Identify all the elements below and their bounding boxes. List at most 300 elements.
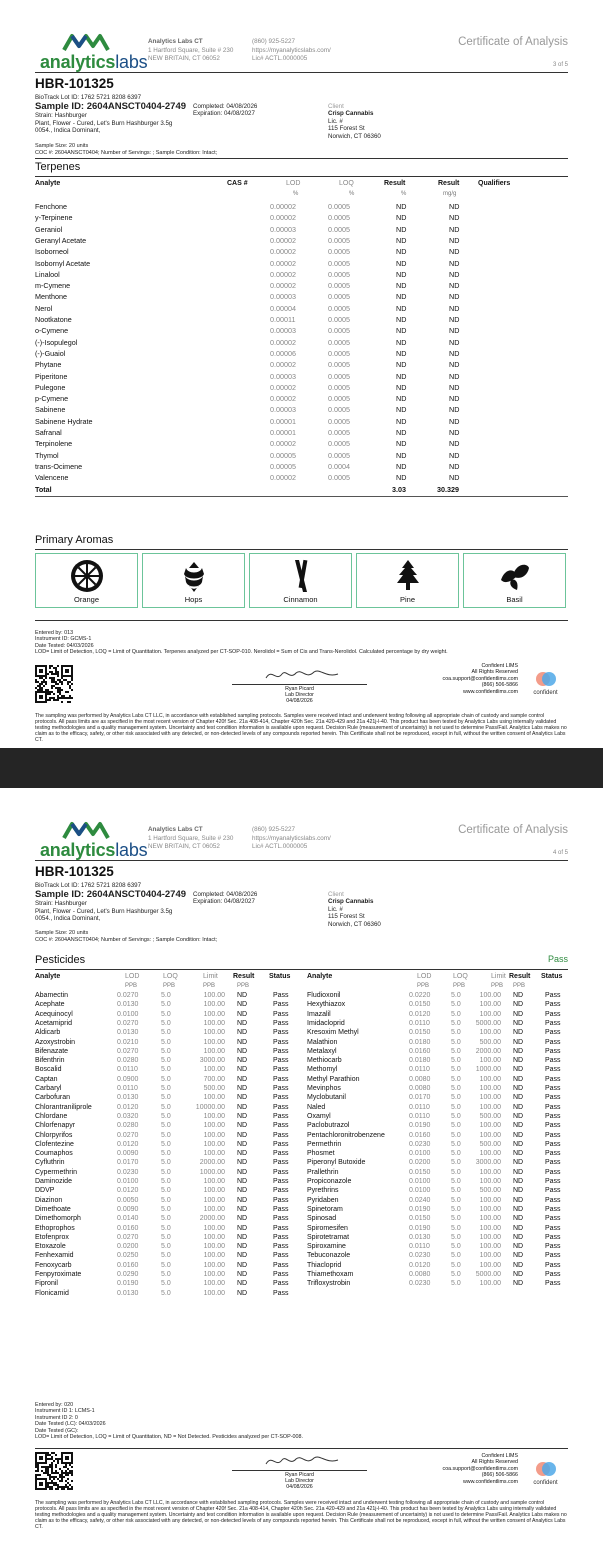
status-value: Pass bbox=[273, 1010, 289, 1018]
loq-value: 5.0 bbox=[161, 1075, 171, 1083]
lod-value: 0.00002 bbox=[270, 247, 296, 257]
lod-value: 0.00005 bbox=[270, 461, 296, 471]
lod-value: 0.0120 bbox=[117, 1140, 139, 1148]
lod-value: 0.0130 bbox=[409, 1233, 431, 1241]
limit-value: 100.00 bbox=[203, 1243, 225, 1251]
lod-value: 0.0120 bbox=[117, 1187, 139, 1195]
table-row bbox=[35, 1290, 568, 1299]
limit-value: 100.00 bbox=[203, 1019, 225, 1027]
lod-value: 0.0100 bbox=[117, 1178, 139, 1185]
loq-value: 0.0005 bbox=[328, 235, 350, 245]
result-value: ND bbox=[513, 1205, 524, 1213]
lod-value: 0.00003 bbox=[270, 326, 296, 336]
status-value: Pass bbox=[273, 1271, 289, 1278]
limit-value: 700.00 bbox=[203, 1075, 225, 1083]
unit-result-left: PPB bbox=[237, 983, 250, 989]
client-info: Client Crisp Cannabis Lic. # 115 Forest St Norwich, CT 06360 bbox=[328, 103, 381, 140]
unit-loq-right: PPB bbox=[453, 983, 466, 989]
table-row bbox=[35, 383, 568, 394]
status-value: Pass bbox=[273, 1047, 289, 1055]
confident-info: Confident LIMS All Rights Reserved coa.support@confidentlims.com (866) 506-5866 www.confidentlims.com bbox=[442, 1453, 518, 1485]
analyte-name: p-Cymene bbox=[35, 394, 69, 404]
header-status-left: Status bbox=[269, 973, 291, 980]
table-row bbox=[35, 1020, 568, 1029]
result-value: ND bbox=[237, 1103, 248, 1111]
table-row bbox=[35, 315, 568, 326]
limit-value: 100.00 bbox=[479, 1131, 501, 1139]
sample-meta: BioTrack Lot ID: 1762 5721 8208 6397 Sample ID: 2604ANSCT0404-2749 Strain: Hashburger Plant, Flower - Cured, Let's Burn Hashburger 3.5g 0054., Indica Dominant, bbox=[35, 882, 187, 923]
loq-value: 5.0 bbox=[161, 1019, 171, 1027]
result-mgg: ND bbox=[449, 315, 460, 324]
result-value: ND bbox=[513, 1131, 524, 1139]
analyte-name: Thymol bbox=[35, 450, 59, 460]
limit-value: 100.00 bbox=[203, 1150, 225, 1158]
result-pct: ND bbox=[396, 202, 407, 211]
status-value: Pass bbox=[273, 1057, 289, 1065]
result-value: ND bbox=[513, 1019, 524, 1027]
result-pct: ND bbox=[396, 405, 407, 415]
table-row bbox=[35, 338, 568, 349]
analyte-name: Geranyl Acetate bbox=[35, 235, 87, 245]
status-value: Pass bbox=[273, 1038, 289, 1046]
lod-value: 0.0190 bbox=[117, 1280, 139, 1288]
result-value: ND bbox=[237, 1243, 248, 1251]
header-result-right: Result bbox=[509, 973, 531, 980]
loq-value: 5.0 bbox=[451, 1168, 461, 1176]
lod-value: 0.00003 bbox=[270, 224, 296, 234]
loq-value: 5.0 bbox=[451, 1140, 461, 1148]
disclaimer: The sampling was performed by Analytics Labs CT LLC, in accordance with established sampling protocols. Samples were received intact and underwent testing following all appropriate chain of custody and sample control protocols. All pass limits are as specified in the most recent version of Chapter 420f Sec. 21a 408-414, Chapter 420h Sec. 21a 420-429 and 21a 421j-l-40. This product has been tested by Analytics Labs using internally validated testing methodologies and a quality management system. Uncertainty and test condition information is available upon request. Decision Rule (measurement of uncertainty) is not used to determine Pass/Fail. Analytics Labs makes no claim as to the efficacy, safety, or other risk associated with any detected, or non-detected levels of any compounds reported herein. This Certificate shall not be reproduced, except in full, without the written consent of Analytics Labs CT. bbox=[35, 713, 567, 743]
result-value: ND bbox=[513, 1187, 524, 1195]
result-pct: ND bbox=[396, 281, 407, 291]
lab-logo-text: analyticslabs bbox=[40, 52, 148, 72]
result-value: ND bbox=[237, 1001, 248, 1009]
result-pct: ND bbox=[396, 439, 407, 449]
result-value: ND bbox=[513, 1224, 524, 1232]
lod-value: 0.00002 bbox=[270, 382, 296, 392]
analyte-name: Spinetoram bbox=[307, 1205, 343, 1213]
aroma-label: Basil bbox=[506, 595, 523, 604]
limit-value: 100.00 bbox=[203, 1252, 225, 1260]
status-value: Pass bbox=[273, 1187, 289, 1195]
result-value: ND bbox=[513, 1271, 524, 1278]
status-value: Pass bbox=[545, 1001, 561, 1009]
loq-value: 0.0005 bbox=[328, 281, 350, 291]
loq-value: 5.0 bbox=[161, 1196, 171, 1204]
lod-value: 0.0270 bbox=[117, 1233, 139, 1241]
result-value: ND bbox=[237, 1150, 248, 1158]
analyte-name: Pentachloronitrobenzene bbox=[307, 1131, 385, 1139]
analyte-name: o-Cymene bbox=[35, 326, 69, 336]
analyte-name: Bifenthrin bbox=[35, 1057, 65, 1065]
header-loq-left: LOQ bbox=[163, 973, 178, 980]
loq-value: 5.0 bbox=[161, 1280, 171, 1288]
status-value: Pass bbox=[273, 1178, 289, 1185]
overall-status-badge: Pass bbox=[547, 954, 568, 964]
analyte-name: Etoxazole bbox=[35, 1243, 66, 1251]
aroma-cinnamon bbox=[249, 553, 352, 608]
unit-lod: % bbox=[293, 191, 299, 197]
result-pct: ND bbox=[396, 450, 407, 460]
result-mgg: ND bbox=[449, 416, 460, 426]
table-row bbox=[35, 281, 568, 292]
result-value: ND bbox=[237, 1038, 248, 1046]
unit-loq: % bbox=[349, 191, 355, 197]
lod-value: 0.00003 bbox=[270, 405, 296, 415]
result-value: ND bbox=[513, 1085, 524, 1092]
sample-size: Sample Size: 20 units COC #: 2604ANSCT0404; Number of Servings: ; Sample Condition: Intact; bbox=[35, 143, 218, 156]
table-row bbox=[35, 1122, 568, 1131]
analyte-name: Paclobutrazol bbox=[307, 1122, 350, 1130]
analyte-name: DDVP bbox=[35, 1187, 55, 1195]
result-value: ND bbox=[513, 1029, 524, 1037]
loq-value: 5.0 bbox=[451, 1178, 461, 1185]
loq-value: 0.0005 bbox=[328, 247, 350, 257]
orange-icon bbox=[36, 558, 137, 594]
loq-value: 5.0 bbox=[161, 1252, 171, 1260]
analyte-name: Piperonyl Butoxide bbox=[307, 1159, 366, 1167]
status-value: Pass bbox=[273, 1085, 289, 1092]
result-pct: ND bbox=[396, 213, 407, 223]
status-value: Pass bbox=[545, 1075, 561, 1083]
limit-value: 100.00 bbox=[479, 1233, 501, 1241]
result-pct: ND bbox=[396, 428, 407, 437]
confident-info: Confident LIMS All Rights Reserved coa.support@confidentlims.com (866) 506-5866 www.confidentlims.com bbox=[442, 663, 518, 695]
result-value: ND bbox=[237, 1215, 248, 1223]
result-value: ND bbox=[513, 1047, 524, 1055]
status-value: Pass bbox=[545, 1261, 561, 1269]
hbr-id: HBR-101325 bbox=[35, 76, 114, 91]
limit-value: 100.00 bbox=[203, 1001, 225, 1009]
loq-value: 0.0005 bbox=[328, 439, 350, 449]
lod-value: 0.0190 bbox=[409, 1205, 431, 1213]
lod-value: 0.00005 bbox=[270, 450, 296, 460]
aroma-label: Pine bbox=[399, 595, 415, 604]
analyte-name: Nootkatone bbox=[35, 315, 72, 324]
analyte-name: Pyridaben bbox=[307, 1196, 339, 1204]
table-row bbox=[35, 1141, 568, 1150]
table-row bbox=[35, 202, 568, 213]
result-pct: ND bbox=[396, 315, 407, 324]
loq-value: 5.0 bbox=[451, 1001, 461, 1009]
status-value: Pass bbox=[545, 1280, 561, 1288]
limit-value: 1000.00 bbox=[199, 1168, 225, 1176]
signature-icon bbox=[262, 666, 342, 684]
analyte-name: Aldicarb bbox=[35, 1029, 61, 1037]
loq-value: 0.0005 bbox=[328, 371, 350, 381]
result-pct: ND bbox=[396, 326, 407, 336]
analyte-name: Tebuconazole bbox=[307, 1252, 351, 1260]
analyte-name: Dimethoate bbox=[35, 1205, 71, 1213]
status-value: Pass bbox=[545, 1103, 561, 1111]
analyte-name: Geraniol bbox=[35, 224, 63, 234]
table-row bbox=[35, 1178, 568, 1187]
result-pct: ND bbox=[396, 269, 407, 279]
lod-value: 0.0150 bbox=[409, 1029, 431, 1037]
result-value: ND bbox=[513, 1038, 524, 1046]
table-row bbox=[35, 292, 568, 303]
table-row bbox=[35, 1132, 568, 1141]
lod-value: 0.0270 bbox=[117, 992, 139, 999]
status-value: Pass bbox=[545, 1168, 561, 1176]
confident-logo: confident bbox=[523, 670, 568, 696]
result-pct: ND bbox=[396, 247, 407, 257]
result-mgg: ND bbox=[449, 382, 460, 392]
table-row bbox=[35, 451, 568, 462]
result-mgg: ND bbox=[449, 269, 460, 279]
loq-value: 5.0 bbox=[161, 1001, 171, 1009]
limit-value: 100.00 bbox=[479, 1150, 501, 1158]
result-value: ND bbox=[513, 1196, 524, 1204]
unit-result-pct: % bbox=[401, 191, 407, 197]
header-result-left: Result bbox=[233, 973, 255, 980]
loq-value: 5.0 bbox=[161, 1233, 171, 1241]
lod-value: 0.00004 bbox=[270, 303, 296, 313]
signature-line bbox=[232, 1470, 367, 1471]
status-value: Pass bbox=[273, 1159, 289, 1167]
result-value: ND bbox=[237, 1196, 248, 1204]
analyte-name: Dimethomorph bbox=[35, 1215, 81, 1223]
sample-size: Sample Size: 20 units COC #: 2604ANSCT0404; Number of Servings: ; Sample Condition: Intact; bbox=[35, 930, 218, 943]
table-row bbox=[35, 372, 568, 383]
header-loq-right: LOQ bbox=[453, 973, 468, 980]
analyte-name: Fenchone bbox=[35, 202, 67, 211]
result-value: ND bbox=[237, 1019, 248, 1027]
limit-value: 100.00 bbox=[479, 1029, 501, 1037]
result-value: ND bbox=[513, 1243, 524, 1251]
result-mgg: ND bbox=[449, 303, 460, 313]
loq-value: 5.0 bbox=[451, 1103, 461, 1111]
result-mgg: ND bbox=[449, 348, 460, 358]
analyte-name: Chlorpyrifos bbox=[35, 1131, 73, 1139]
result-value: ND bbox=[513, 1150, 524, 1158]
hbr-id: HBR-101325 bbox=[35, 864, 114, 879]
limit-value: 100.00 bbox=[479, 1057, 501, 1065]
lab-contact: (860) 925-5227 https://myanalyticslabs.com/ Lic# ACTL.0000005 bbox=[252, 38, 331, 63]
loq-value: 5.0 bbox=[451, 1205, 461, 1213]
doc-title: Certificate of Analysis bbox=[458, 824, 568, 836]
section-rule bbox=[35, 969, 568, 970]
unit-limit-left: PPB bbox=[203, 983, 216, 989]
limit-value: 5000.00 bbox=[475, 1019, 501, 1027]
limit-value: 3000.00 bbox=[199, 1057, 225, 1065]
loq-value: 0.0005 bbox=[328, 224, 350, 234]
lod-value: 0.00002 bbox=[270, 394, 296, 404]
analyte-name: Fenoxycarb bbox=[35, 1261, 72, 1269]
limit-value: 100.00 bbox=[479, 1261, 501, 1269]
analyte-name: Nerol bbox=[35, 303, 53, 313]
loq-value: 5.0 bbox=[451, 1252, 461, 1260]
aroma-label: Orange bbox=[73, 595, 100, 604]
loq-value: 5.0 bbox=[451, 1019, 461, 1027]
analyte-name: Valencene bbox=[35, 473, 69, 483]
lod-value: 0.0110 bbox=[117, 1066, 138, 1074]
loq-value: 5.0 bbox=[451, 1047, 461, 1055]
status-value: Pass bbox=[545, 1150, 561, 1158]
limit-value: 500.00 bbox=[479, 1038, 501, 1046]
limit-value: 100.00 bbox=[203, 1112, 225, 1120]
status-value: Pass bbox=[273, 1131, 289, 1139]
loq-value: 5.0 bbox=[161, 1215, 171, 1223]
aromas-rule bbox=[35, 549, 568, 550]
status-value: Pass bbox=[273, 1075, 289, 1083]
limit-value: 100.00 bbox=[479, 1224, 501, 1232]
status-value: Pass bbox=[545, 1159, 561, 1167]
loq-value: 5.0 bbox=[451, 1057, 461, 1065]
limit-value: 100.00 bbox=[479, 1094, 501, 1102]
table-row bbox=[35, 1150, 568, 1159]
result-value: ND bbox=[513, 1215, 524, 1223]
coa-page-4 bbox=[0, 788, 603, 1568]
result-pct: ND bbox=[396, 303, 407, 313]
status-value: Pass bbox=[273, 1122, 289, 1130]
col-loq: LOQ bbox=[339, 180, 354, 187]
limit-value: 100.00 bbox=[203, 1010, 225, 1018]
footer-rule bbox=[35, 1448, 568, 1449]
limit-value: 100.00 bbox=[479, 1178, 501, 1185]
limit-value: 100.00 bbox=[203, 1140, 225, 1148]
loq-value: 0.0005 bbox=[328, 337, 350, 347]
analyte-name: Spiromesifen bbox=[307, 1224, 348, 1232]
analyte-name: Menthone bbox=[35, 292, 67, 302]
test-info: Entered by: 020 Instrument ID 1: LCMS-1 Instrument ID 2: 0 Date Tested (LC): 04/03/2026 Date Tested (GC): LOD= Limit of Detection, LOQ = Limit of Quantitation, ND = Not Detected. Pesticides analyzed per CT-SOP-008. bbox=[35, 1402, 304, 1441]
result-value: ND bbox=[513, 1233, 524, 1241]
limit-value: 100.00 bbox=[203, 1029, 225, 1037]
status-value: Pass bbox=[273, 992, 289, 999]
pine-icon bbox=[357, 558, 458, 594]
unit-result-right: PPB bbox=[513, 983, 526, 989]
loq-value: 5.0 bbox=[161, 1271, 171, 1278]
limit-value: 100.00 bbox=[479, 1001, 501, 1009]
limit-value: 100.00 bbox=[203, 1066, 225, 1074]
loq-value: 5.0 bbox=[451, 1261, 461, 1269]
table-row bbox=[35, 394, 568, 405]
loq-value: 5.0 bbox=[161, 1103, 171, 1111]
status-value: Pass bbox=[273, 1150, 289, 1158]
loq-value: 5.0 bbox=[161, 1122, 171, 1130]
table-row bbox=[35, 1215, 568, 1224]
status-value: Pass bbox=[273, 1029, 289, 1037]
lod-value: 0.0120 bbox=[117, 1103, 139, 1111]
col-result-mgg: Result bbox=[438, 180, 460, 187]
result-value: ND bbox=[237, 1252, 248, 1260]
signature-line bbox=[232, 684, 367, 685]
analyte-name: Cyfluthrin bbox=[35, 1159, 65, 1167]
analyte-name: Hexythiazox bbox=[307, 1001, 346, 1009]
aroma-orange bbox=[35, 553, 138, 608]
status-value: Pass bbox=[273, 1243, 289, 1251]
page-number: 3 of 5 bbox=[552, 62, 568, 68]
result-value: ND bbox=[237, 1271, 248, 1278]
loq-value: 5.0 bbox=[451, 1159, 461, 1167]
status-value: Pass bbox=[545, 1122, 561, 1130]
lod-value: 0.0230 bbox=[409, 1280, 431, 1288]
status-value: Pass bbox=[545, 1196, 561, 1204]
section-title: Pesticides bbox=[35, 954, 86, 966]
unit-result-mgg: mg/g bbox=[443, 191, 457, 197]
result-pct: ND bbox=[396, 258, 407, 268]
result-pct: ND bbox=[396, 337, 407, 347]
confident-logo-icon bbox=[535, 1460, 557, 1478]
limit-value: 3000.00 bbox=[475, 1159, 501, 1167]
status-value: Pass bbox=[273, 1094, 289, 1102]
analyte-name: Captan bbox=[35, 1075, 58, 1083]
table-row bbox=[35, 1057, 568, 1066]
analyte-name: Methomyl bbox=[307, 1066, 338, 1074]
result-value: ND bbox=[237, 1289, 248, 1297]
lod-value: 0.0140 bbox=[117, 1215, 139, 1223]
lod-value: 0.0270 bbox=[117, 1019, 139, 1027]
result-value: ND bbox=[237, 1140, 248, 1148]
lod-value: 0.0110 bbox=[409, 1243, 430, 1251]
lod-value: 0.0200 bbox=[117, 1243, 139, 1251]
result-value: ND bbox=[237, 1122, 248, 1130]
lod-value: 0.00002 bbox=[270, 202, 296, 211]
analyte-name: Acequinocyl bbox=[35, 1010, 73, 1018]
result-value: ND bbox=[237, 1066, 248, 1074]
lod-value: 0.0100 bbox=[409, 1150, 431, 1158]
lod-value: 0.0120 bbox=[409, 1261, 431, 1269]
loq-value: 5.0 bbox=[161, 1168, 171, 1176]
lod-value: 0.0180 bbox=[409, 1057, 431, 1065]
result-mgg: ND bbox=[449, 337, 460, 347]
lod-value: 0.0130 bbox=[117, 1001, 139, 1009]
analyte-name: Carbaryl bbox=[35, 1085, 62, 1092]
result-mgg: ND bbox=[449, 428, 460, 437]
lod-value: 0.0200 bbox=[409, 1159, 431, 1167]
loq-value: 5.0 bbox=[451, 1010, 461, 1018]
loq-value: 5.0 bbox=[451, 1094, 461, 1102]
result-value: ND bbox=[513, 1159, 524, 1167]
loq-value: 0.0005 bbox=[328, 202, 350, 211]
limit-value: 2000.00 bbox=[199, 1215, 225, 1223]
analyte-name: y-Terpinene bbox=[35, 213, 73, 223]
lod-value: 0.00006 bbox=[270, 348, 296, 358]
status-value: Pass bbox=[545, 1047, 561, 1055]
limit-value: 100.00 bbox=[203, 1047, 225, 1055]
limit-value: 100.00 bbox=[479, 1215, 501, 1223]
loq-value: 5.0 bbox=[161, 1159, 171, 1167]
lod-value: 0.0090 bbox=[117, 1205, 139, 1213]
aroma-label: Cinnamon bbox=[283, 595, 318, 604]
limit-value: 100.00 bbox=[203, 1038, 225, 1046]
loq-value: 5.0 bbox=[451, 1243, 461, 1251]
status-value: Pass bbox=[273, 1215, 289, 1223]
analyte-name: Permethrin bbox=[307, 1140, 342, 1148]
analyte-name: Prallethrin bbox=[307, 1168, 339, 1176]
aroma-basil bbox=[463, 553, 566, 608]
loq-value: 5.0 bbox=[451, 1075, 461, 1083]
status-value: Pass bbox=[273, 1224, 289, 1232]
loq-value: 5.0 bbox=[451, 1271, 461, 1278]
col-analyte: Analyte bbox=[35, 180, 61, 187]
loq-value: 0.0005 bbox=[328, 213, 350, 223]
table-row bbox=[35, 270, 568, 281]
loq-value: 5.0 bbox=[161, 1010, 171, 1018]
lod-value: 0.0190 bbox=[409, 1224, 431, 1232]
loq-value: 5.0 bbox=[161, 1289, 171, 1297]
lod-value: 0.00002 bbox=[270, 258, 296, 268]
analyte-name: Sabinene bbox=[35, 405, 66, 415]
sample-dates: Completed: 04/08/2026 Expiration: 04/08/2027 bbox=[193, 103, 258, 118]
lod-value: 0.0130 bbox=[117, 1094, 139, 1102]
loq-value: 5.0 bbox=[161, 1187, 171, 1195]
limit-value: 500.00 bbox=[203, 1085, 225, 1092]
analyte-name: Boscalid bbox=[35, 1066, 62, 1074]
result-mgg: ND bbox=[449, 326, 460, 336]
lod-value: 0.0230 bbox=[409, 1140, 431, 1148]
status-value: Pass bbox=[545, 1187, 561, 1195]
